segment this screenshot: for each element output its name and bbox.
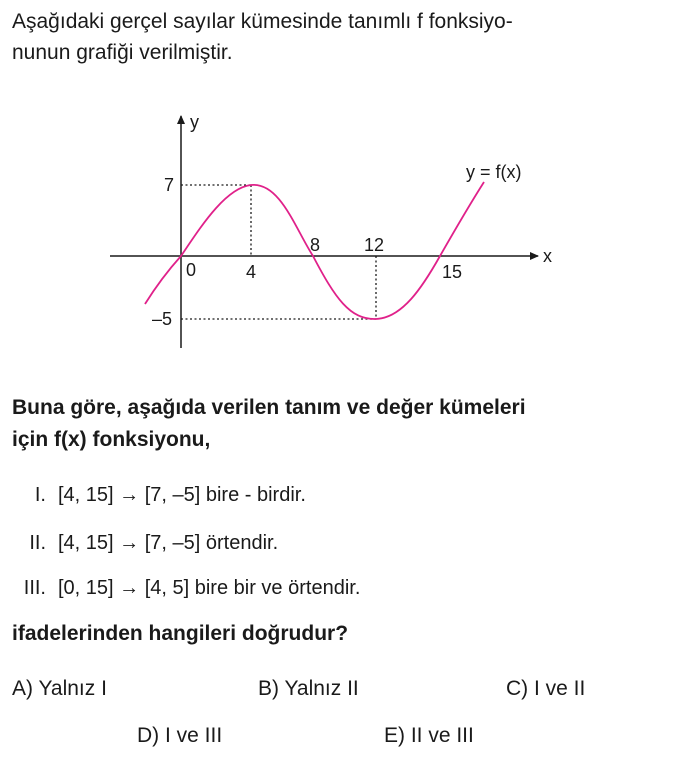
tick-label-12: 12 [364,235,385,255]
statement-2 [0,532,278,555]
option-b[interactable]: B) Yalnız II [258,677,359,700]
intro-text [12,6,667,68]
tick-label-8: 8 [310,235,321,255]
statement-1-text: [4, 15] → [7, –5] bire - birdir. [58,484,306,506]
tick-label-0: 0 [186,260,197,280]
tick-label-4: 4 [246,262,257,282]
y-axis-label: y [190,112,199,132]
statement-1 [0,484,306,507]
option-d[interactable]: D) I ve III [137,724,223,747]
intro-line-1: Aşağıdaki gerçel sayılar kümesinde tanımlı f fonksiyo- [12,10,513,33]
statement-1-number: I. [34,484,46,506]
function-graph [100,108,570,358]
question-closing: ifadelerinden hangileri doğrudur? [12,622,349,645]
x-axis-label: x [543,246,552,266]
tick-label-7: 7 [164,175,175,195]
option-e[interactable]: E) II ve III [384,724,474,747]
statement-3-number: III. [23,577,46,599]
statement-2-number: II. [29,532,46,554]
statement-2-text: [4, 15] → [7, –5] örtendir. [58,532,279,554]
statement-3 [0,577,360,600]
question-line-2: için f(x) fonksiyonu, [12,428,211,451]
option-c[interactable]: C) I ve II [506,677,586,700]
tick-label-15: 15 [442,262,463,282]
tick-label-neg5: –5 [152,309,173,329]
statement-3-text: [0, 15] → [4, 5] bire bir ve örtendir. [58,577,361,599]
question-line-1: Buna göre, aşağıda verilen tanım ve değer kümeleri [12,396,526,419]
function-label: y = f(x) [466,162,522,182]
intro-line-2: nunun grafiği verilmiştir. [12,41,233,64]
question-stem [12,392,672,456]
option-a[interactable]: A) Yalnız I [12,677,107,700]
